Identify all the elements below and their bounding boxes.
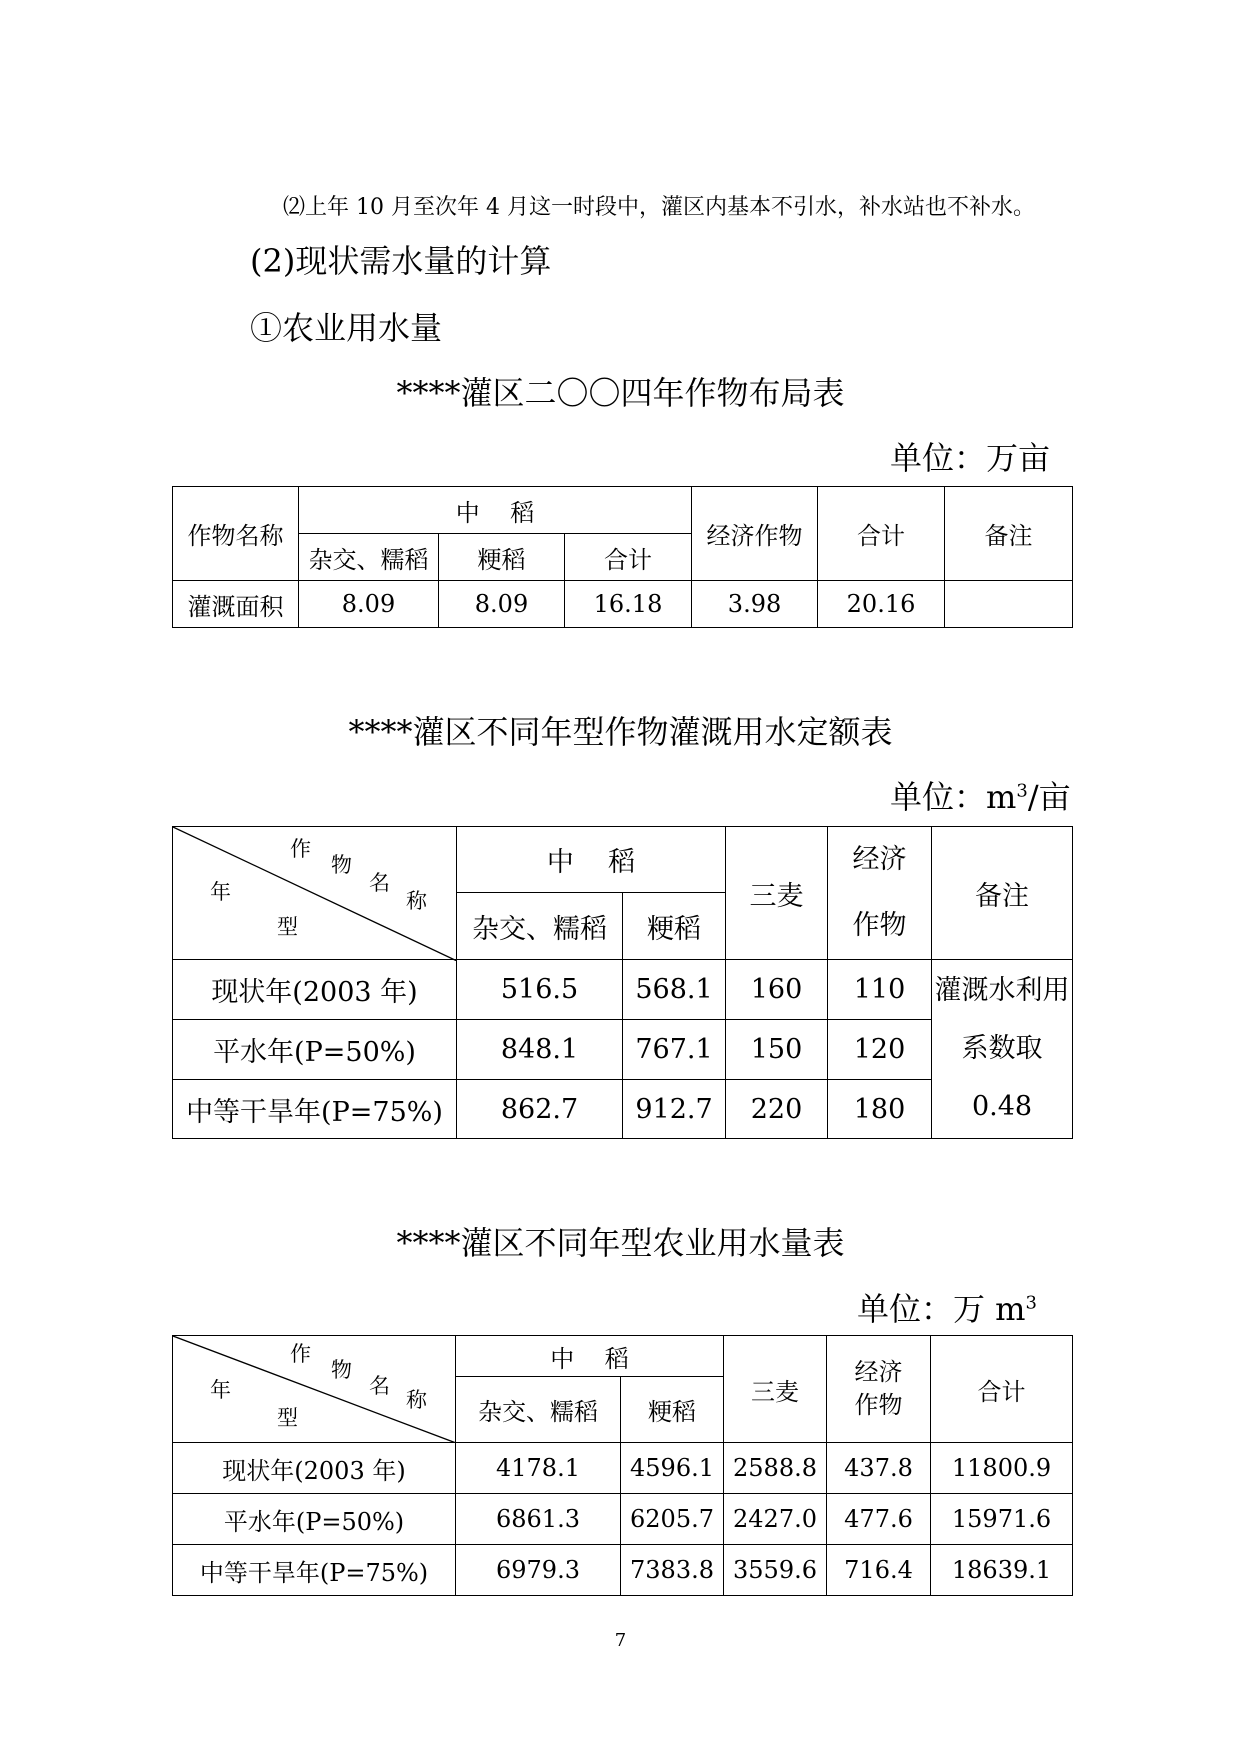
cell-value: 15971.6 <box>931 1494 1073 1545</box>
diag-char: 型 <box>277 1406 298 1430</box>
cell-value: 120 <box>828 1020 932 1080</box>
header-remark: 备注 <box>945 487 1073 581</box>
header-economic-line2: 作物 <box>854 1391 903 1419</box>
row-label: 现状年(2003 年) <box>173 1443 456 1494</box>
table2-title: ****灌区不同年型作物灌溉用水定额表 <box>348 713 893 751</box>
unit-superscript: 3 <box>1025 1292 1037 1314</box>
cell-value: 16.18 <box>565 581 692 628</box>
cell-value: 862.7 <box>457 1080 623 1139</box>
diag-char: 物 <box>331 853 352 877</box>
section-heading: (2)现状需水量的计算 <box>250 242 552 280</box>
cell-value: 20.16 <box>818 581 945 628</box>
cell-value <box>945 581 1073 628</box>
diag-char: 名 <box>369 871 390 895</box>
cell-value: 912.7 <box>623 1080 726 1139</box>
cell-value: 3.98 <box>692 581 818 628</box>
unit-text: 单位：m <box>890 778 1017 816</box>
cell-value: 848.1 <box>457 1020 623 1080</box>
header-total: 合计 <box>818 487 945 581</box>
header-zhongdao: 中 稻 <box>456 1336 724 1377</box>
cell-value: 8.09 <box>299 581 439 628</box>
header-economic-line1: 经济 <box>854 1358 903 1386</box>
cell-value: 7383.8 <box>621 1545 724 1596</box>
cell-value: 477.6 <box>827 1494 931 1545</box>
diag-char: 年 <box>210 1378 231 1402</box>
header-total: 合计 <box>931 1336 1073 1443</box>
diag-char: 年 <box>210 880 231 904</box>
cell-value: 6979.3 <box>456 1545 621 1596</box>
irrigation-quota-table <box>172 826 1073 1139</box>
cell-value: 6205.7 <box>621 1494 724 1545</box>
row-label: 现状年(2003 年) <box>173 960 457 1020</box>
header-wheat: 三麦 <box>724 1336 827 1443</box>
cell-value: 150 <box>726 1020 828 1080</box>
cell-value: 11800.9 <box>931 1443 1073 1494</box>
header-economic-crops <box>827 1336 931 1443</box>
unit-suffix: /亩 <box>1027 778 1071 816</box>
header-zhongdao: 中 稻 <box>457 827 726 893</box>
diagonal-header-cell <box>173 827 457 960</box>
header-japonica-rice: 粳稻 <box>623 893 726 960</box>
diag-char: 称 <box>406 889 427 913</box>
cell-value: 110 <box>828 960 932 1020</box>
crop-layout-table <box>172 486 1073 628</box>
diag-char: 名 <box>369 1374 390 1398</box>
cell-value: 4596.1 <box>621 1443 724 1494</box>
cell-value: 2588.8 <box>724 1443 827 1494</box>
header-wheat: 三麦 <box>726 827 828 960</box>
row-label: 中等干旱年(P=75%) <box>173 1545 456 1596</box>
diag-char: 物 <box>331 1358 352 1382</box>
cell-value: 6861.3 <box>456 1494 621 1545</box>
header-economic-crops: 经济作物 <box>692 487 818 581</box>
row-label: 平水年(P=50%) <box>173 1020 457 1080</box>
diag-char: 作 <box>290 1342 311 1366</box>
header-remark: 备注 <box>932 827 1073 960</box>
header-subtotal: 合计 <box>565 534 692 581</box>
header-crop-name: 作物名称 <box>173 487 299 581</box>
cell-value: 8.09 <box>439 581 565 628</box>
subsection-heading: ①农业用水量 <box>250 309 443 347</box>
row-label: 中等干旱年(P=75%) <box>173 1080 457 1139</box>
unit-superscript: 3 <box>1016 780 1028 802</box>
cell-value: 180 <box>828 1080 932 1139</box>
cell-value: 3559.6 <box>724 1545 827 1596</box>
cell-value: 437.8 <box>827 1443 931 1494</box>
cell-value: 4178.1 <box>456 1443 621 1494</box>
header-hybrid-rice: 杂交、糯稻 <box>456 1377 621 1443</box>
table1-unit: 单位：万亩 <box>890 439 1051 477</box>
remark-line1: 灌溉水利用 <box>934 975 1070 1006</box>
cell-value: 767.1 <box>623 1020 726 1080</box>
header-japonica-rice: 粳稻 <box>439 534 565 581</box>
cell-value: 716.4 <box>827 1545 931 1596</box>
unit-text: 单位：万 m <box>857 1290 1026 1328</box>
header-economic-line2: 作物 <box>852 910 907 941</box>
table3-title: ****灌区不同年型农业用水量表 <box>396 1224 845 1262</box>
cell-value: 516.5 <box>457 960 623 1020</box>
diagonal-header-cell <box>173 1336 456 1443</box>
header-hybrid-rice: 杂交、糯稻 <box>299 534 439 581</box>
header-hybrid-rice: 杂交、糯稻 <box>457 893 623 960</box>
cell-value: 220 <box>726 1080 828 1139</box>
diag-char: 称 <box>406 1388 427 1412</box>
diag-char: 型 <box>277 915 298 939</box>
table3-unit <box>857 1284 1037 1330</box>
remark-line2: 系数取 0.48 <box>961 1033 1043 1122</box>
cell-value: 568.1 <box>623 960 726 1020</box>
page-number: 7 <box>614 1630 627 1651</box>
header-economic-crops <box>828 827 932 960</box>
table2-unit <box>890 772 1071 818</box>
table1-title: ****灌区二〇〇四年作物布局表 <box>396 374 845 412</box>
cell-value: 2427.0 <box>724 1494 827 1545</box>
header-economic-line1: 经济 <box>852 844 907 875</box>
diag-char: 作 <box>290 837 311 861</box>
remark-note <box>932 960 1073 1139</box>
row-label: 平水年(P=50%) <box>173 1494 456 1545</box>
intro-line: ⑵上年 10 月至次年 4 月这一时段中，灌区内基本不引水，补水站也不补水。 <box>283 195 1035 220</box>
agricultural-water-use-table <box>172 1335 1073 1596</box>
header-japonica-rice: 粳稻 <box>621 1377 724 1443</box>
header-zhongdao: 中 稻 <box>299 487 692 534</box>
cell-value: 18639.1 <box>931 1545 1073 1596</box>
cell-value: 160 <box>726 960 828 1020</box>
row-label-irrigated-area: 灌溉面积 <box>173 581 299 628</box>
